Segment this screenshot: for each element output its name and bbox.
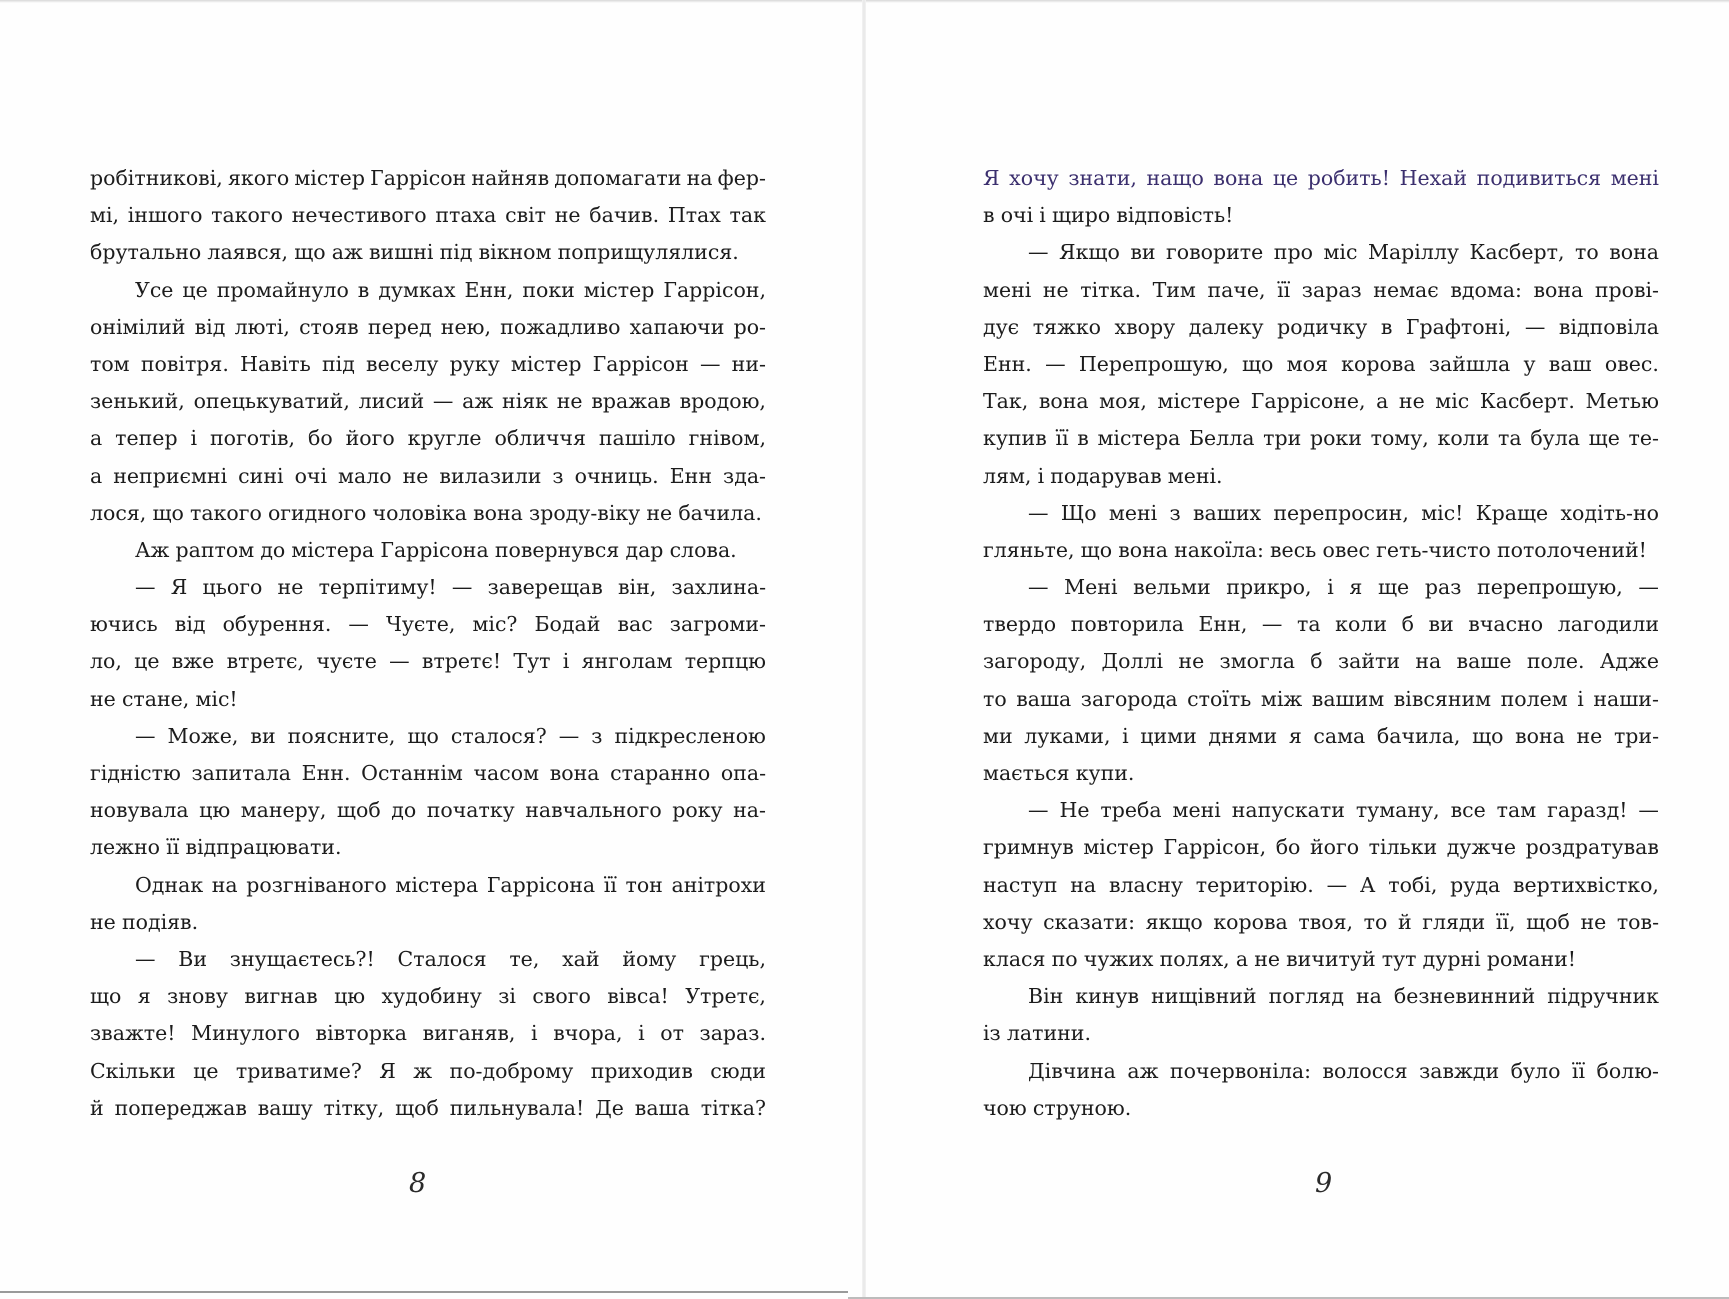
text-line: — Може, ви поясните, що сталося? — з підкресленою xyxy=(135,723,766,748)
right-page-text xyxy=(983,160,1659,1127)
text-line: онімілий від люті, стояв перед нею, пожадливо хапаючи ро- xyxy=(90,314,766,339)
text-line: том повітря. Навіть під веселу руку містер Гаррісон — ни- xyxy=(90,351,766,376)
text-line: — Ви знущаєтесь?! Сталося те, хай йому грець, xyxy=(135,946,766,971)
text-line: гляньте, що вона накоїла: весь овес геть-чисто потолочений! xyxy=(983,537,1647,562)
text-line: зенький, опецькуватий, лисий — аж ніяк не вражав вродою, xyxy=(90,389,766,414)
text-line: в очі і щиро відповість! xyxy=(983,203,1234,228)
text-line: не подіяв. xyxy=(90,909,199,934)
text-line: — Що мені з ваших перепросин, міс! Краще ходіть-но xyxy=(1028,500,1659,525)
text-line: й попереджав вашу тітку, щоб пильнувала! Де ваша тітка? xyxy=(90,1095,766,1120)
text-line: лям, і подарував мені. xyxy=(983,463,1223,488)
text-line: лежно її відпрацювати. xyxy=(90,835,342,860)
text-line: а тепер і поготів, бо його кругле обличчя пашіло гнівом, xyxy=(90,426,766,451)
text-line: — Якщо ви говорите про міс Маріллу Касберт, то вона xyxy=(1028,240,1659,265)
text-line: чою струною. xyxy=(983,1095,1132,1120)
text-line: Так, вона моя, містере Гаррісоне, а не міс Касберт. Метью xyxy=(983,389,1659,414)
text-line: наступ на власну територію. — А тобі, руда вертихвістко, xyxy=(983,872,1659,897)
text-line: загороду, Доллі не змогла б зайти на ваше поле. Адже xyxy=(983,649,1659,674)
text-line: брутально лаявся, що аж вишні під вікном поприщулялися. xyxy=(90,240,739,265)
text-line: зважте! Минулого вівторка виганяв, і вчора, і от зараз. xyxy=(90,1021,766,1046)
text-line: із латини. xyxy=(983,1021,1091,1046)
text-line: Я хочу знати, нащо вона це робить! Нехай подивиться мені xyxy=(983,166,1659,190)
text-line: робітникові, якого містер Гаррісон найняв допомагати на фер- xyxy=(90,166,766,190)
text-line: — Я цього не терпітиму! — заверещав він, захлина- xyxy=(135,575,766,600)
text-line: що я знову вигнав цю худобину зі свого вівса! Утретє, xyxy=(90,984,766,1009)
text-line: — Не треба мені напускати туману, все там гаразд! — xyxy=(1028,798,1659,823)
text-line: Аж раптом до містера Гаррісона повернувся дар слова. xyxy=(135,537,737,562)
right-page-number: 9 xyxy=(1315,1168,1333,1199)
text-line: — Мені вельми прикро, і я ще раз перепрошую, — xyxy=(1028,575,1659,600)
text-line: Скільки це триватиме? Я ж по-доброму приходив сюди xyxy=(90,1058,766,1083)
text-line: мені не тітка. Тим паче, її зараз немає вдома: вона прові- xyxy=(983,277,1659,302)
text-line: Він кинув нищівний погляд на безневинний підручник xyxy=(1028,984,1659,1009)
text-line: не стане, міс! xyxy=(90,686,238,711)
text-line: твердо повторила Енн, — та коли б ви вчасно лагодили xyxy=(983,612,1659,637)
text-line: дує тяжко хвору далеку родичку в Графтоні, — відповіла xyxy=(983,314,1659,339)
text-line: гримнув містер Гаррісон, бо його тільки дужче роздратував xyxy=(983,835,1659,860)
text-line: хочу сказати: якщо корова твоя, то й гляди її, щоб не тов- xyxy=(983,909,1659,934)
text-line: ми луками, і цими днями я сама бачила, що вона не три- xyxy=(983,723,1659,748)
text-line: Усе це промайнуло в думках Енн, поки містер Гаррісон, xyxy=(135,277,766,302)
text-line: мається купи. xyxy=(983,761,1135,785)
book-gutter xyxy=(862,0,866,1299)
text-line: ло, це вже втретє, чуєте — втретє! Тут і янголам терпцю xyxy=(90,649,766,674)
text-line: Дівчина аж почервоніла: волосся завжди було її болю- xyxy=(1028,1058,1659,1083)
bottom-edge-left xyxy=(0,1291,848,1293)
text-line: гідністю запитала Енн. Останнім часом вона старанно опа- xyxy=(90,761,766,785)
text-line: лося, що такого огидного чоловіка вона зроду-віку не бачила. xyxy=(90,500,762,525)
text-line: то ваша загорода стоїть між вашим вівсяним полем і наши- xyxy=(983,686,1659,711)
text-line: а неприємні сині очі мало не вилазили з очниць. Енн зда- xyxy=(90,463,766,488)
left-page-text xyxy=(90,160,766,1127)
text-line: ючись від обурення. — Чуєте, міс? Бодай вас загроми- xyxy=(90,612,766,637)
text-line: Енн. — Перепрошую, що моя корова зайшла у ваш овес. xyxy=(983,351,1659,376)
left-page-number: 8 xyxy=(409,1168,427,1199)
text-line: Однак на розгніваного містера Гаррісона її тон анітрохи xyxy=(135,872,766,897)
text-line: новувала цю манеру, щоб до початку навчального року на- xyxy=(90,798,766,823)
text-line: купив її в містера Белла три роки тому, коли та була ще те- xyxy=(983,426,1659,451)
text-line: клася по чужих полях, а не вичитуй тут дурні романи! xyxy=(983,946,1577,971)
text-line: мі, іншого такого нечестивого птаха світ не бачив. Птах так xyxy=(90,203,766,228)
